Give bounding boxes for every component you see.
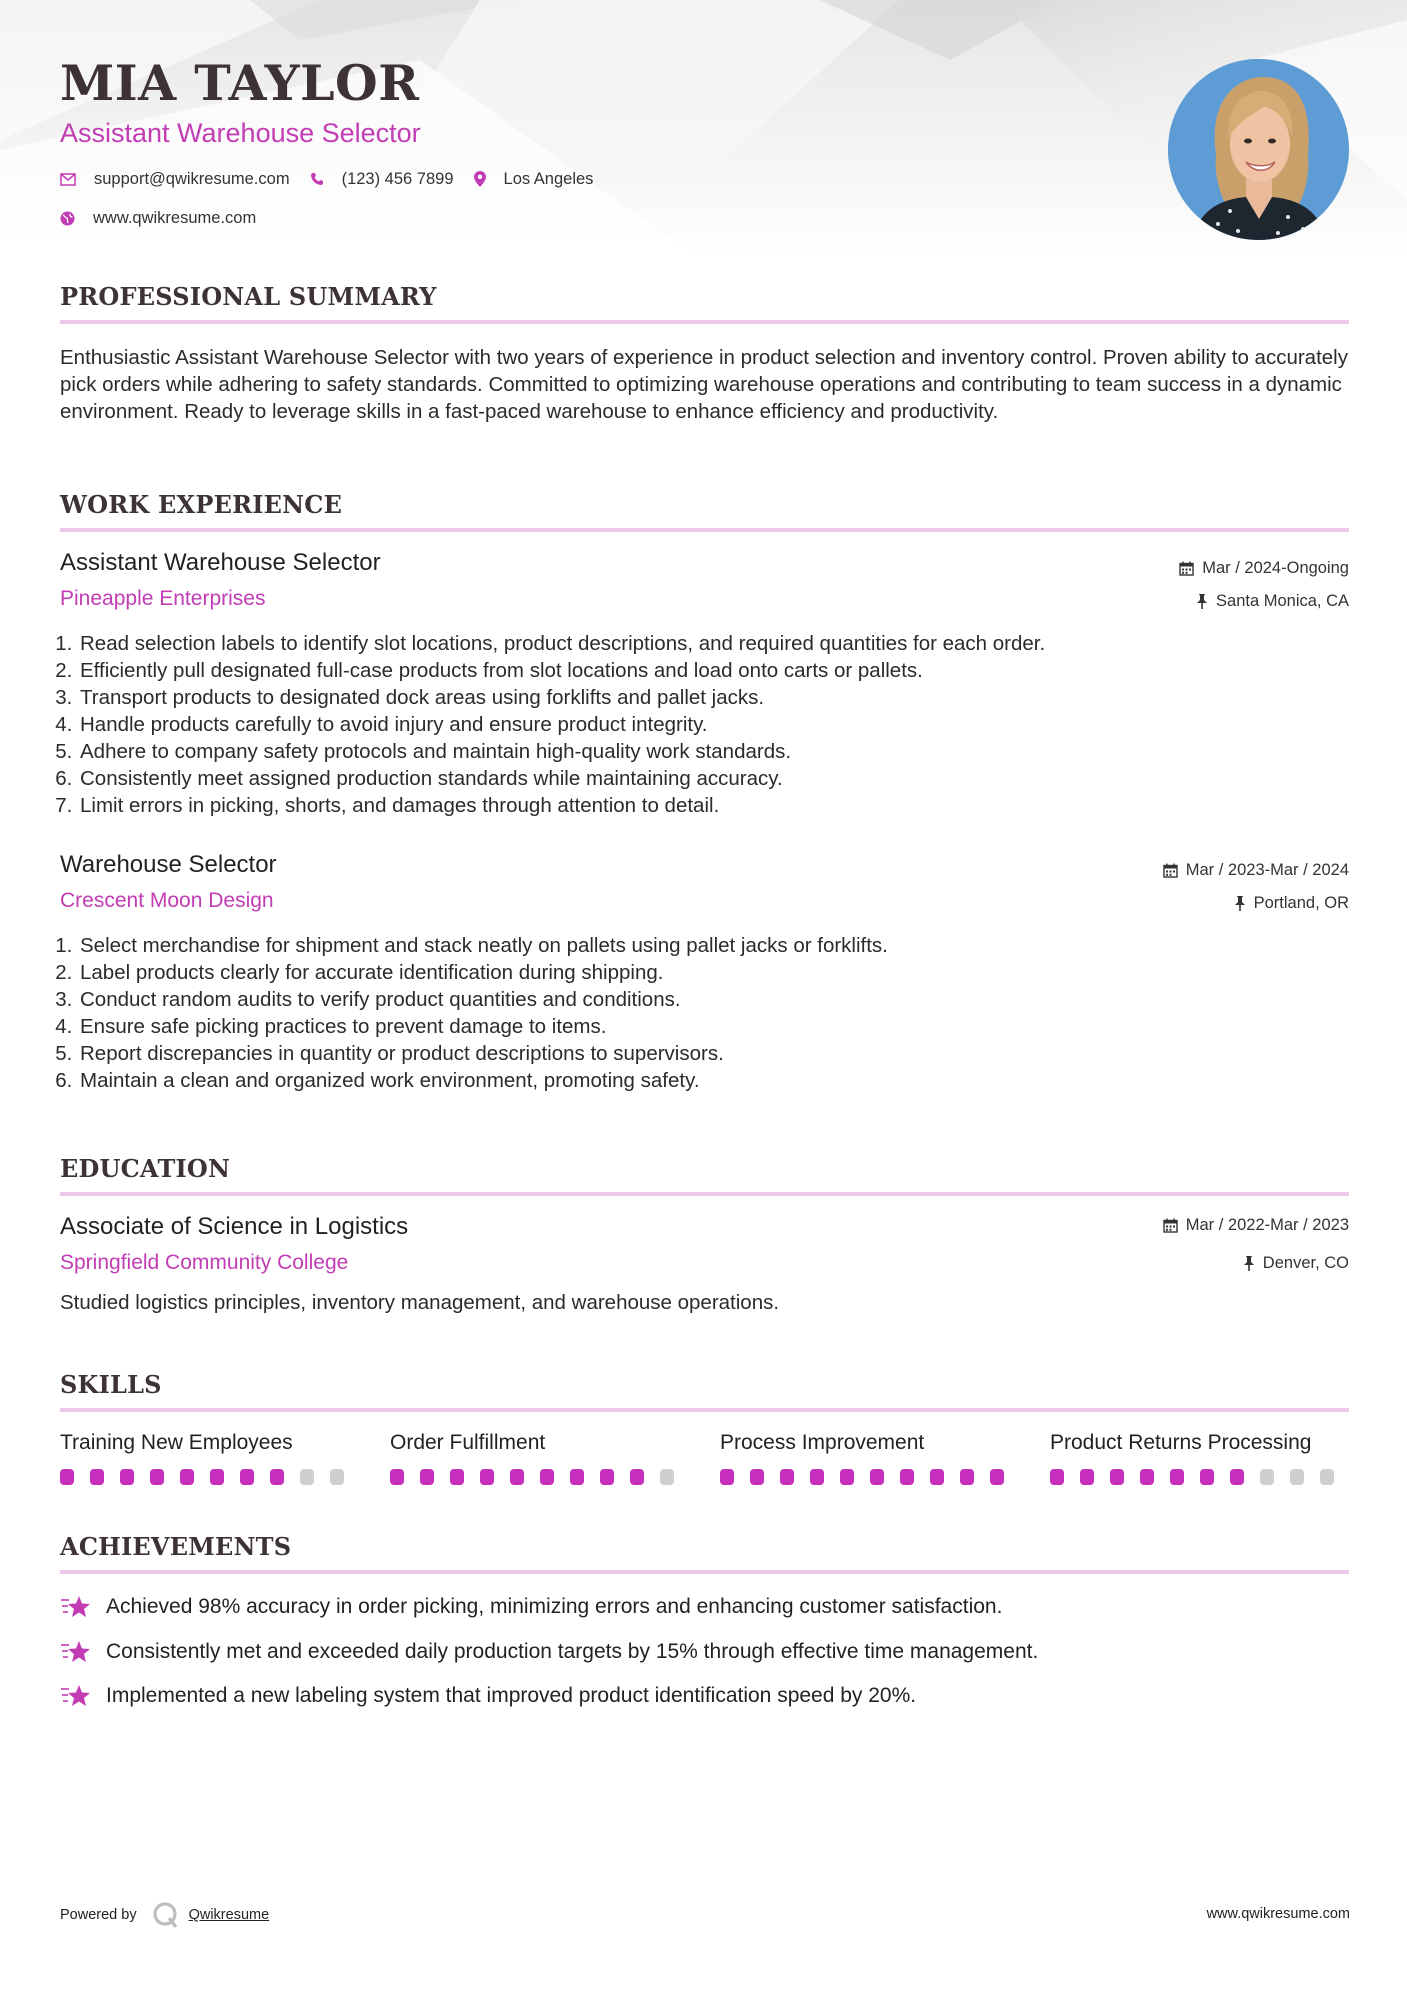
map-pin-icon (474, 171, 486, 187)
job-dates-text: Mar / 2023-Mar / 2024 (1185, 861, 1349, 879)
skill-item (390, 1430, 690, 1485)
job-duties-list (60, 932, 1348, 1094)
skill-dot-filled (180, 1469, 194, 1485)
phone-text: (123) 456 7899 (341, 169, 454, 188)
resume-header (60, 55, 613, 228)
list-item: 2. Efficiently pull designated full-case products from slot locations and load onto carts or pallets. (78, 657, 1348, 684)
skill-dot-filled (510, 1469, 524, 1485)
list-item: 4. Ensure safe picking practices to prevent damage to items. (78, 1013, 1348, 1040)
calendar-icon (1179, 561, 1194, 576)
contact-row (60, 170, 613, 189)
skill-dot-filled (1050, 1469, 1064, 1485)
star-icon (60, 1639, 92, 1665)
skill-dot-filled (1110, 1469, 1124, 1485)
list-item: 6. Consistently meet assigned production standards while maintaining accuracy. (78, 765, 1348, 792)
job-location (1234, 894, 1349, 913)
experience-divider (60, 528, 1349, 532)
footer-powered-by (60, 1900, 269, 1930)
list-item: 3. Transport products to designated dock areas using forklifts and pallet jacks. (78, 684, 1348, 711)
skill-item (1050, 1430, 1350, 1485)
star-icon (60, 1594, 92, 1620)
list-item: 5. Adhere to company safety protocols and maintain high-quality work standards. (78, 738, 1348, 765)
globe-icon (60, 211, 75, 226)
skill-rating (60, 1469, 360, 1485)
education-school: Springfield Community College (60, 1251, 349, 1274)
pushpin-icon (1196, 594, 1208, 609)
skill-dot-filled (630, 1469, 644, 1485)
profile-photo (1168, 59, 1349, 240)
skill-dot-filled (450, 1469, 464, 1485)
education-dates-text: Mar / 2022-Mar / 2023 (1185, 1216, 1349, 1234)
skill-dot-filled (1080, 1469, 1094, 1485)
job-role: Assistant Warehouse Selector (60, 549, 381, 576)
achievement-item (60, 1639, 1038, 1665)
skill-dot-filled (150, 1469, 164, 1485)
job-location-text: Portland, OR (1253, 894, 1349, 912)
skill-item (60, 1430, 360, 1485)
skill-dot-empty (660, 1469, 674, 1485)
skill-dot-filled (420, 1469, 434, 1485)
skill-dot-filled (1170, 1469, 1184, 1485)
skill-dot-filled (1200, 1469, 1214, 1485)
skill-dot-filled (570, 1469, 584, 1485)
email-text: support@qwikresume.com (94, 169, 290, 188)
skill-dot-filled (120, 1469, 134, 1485)
skill-dot-filled (240, 1469, 254, 1485)
skill-dot-filled (990, 1469, 1004, 1485)
summary-text: Enthusiastic Assistant Warehouse Selector with two years of experience in product selection and inventory control. Proven ability to accurately pick orders while adhering to safety standards. Committed to optimizing warehouse operations and contributing to team success in a dynamic environment. Ready to leverage skills in a fast-paced warehouse to enhance efficiency and productivity. (60, 346, 1348, 423)
skill-dot-empty (1290, 1469, 1304, 1485)
skill-dot-filled (390, 1469, 404, 1485)
education-location-text: Denver, CO (1262, 1254, 1349, 1272)
skill-rating (1050, 1469, 1350, 1485)
powered-by-label: Powered by (60, 1907, 137, 1923)
list-item: 1. Select merchandise for shipment and stack neatly on pallets using pallet jacks or forklifts. (78, 932, 1348, 959)
education-heading: EDUCATION (60, 1154, 231, 1183)
job-company: Pineapple Enterprises (60, 587, 266, 610)
list-item: 3. Conduct random audits to verify product quantities and conditions. (78, 986, 1348, 1013)
education-dates (1163, 1216, 1349, 1235)
star-icon (60, 1683, 92, 1709)
skill-dot-filled (600, 1469, 614, 1485)
website-text: www.qwikresume.com (93, 208, 257, 227)
skill-dot-filled (780, 1469, 794, 1485)
achievement-item (60, 1594, 1002, 1620)
envelope-icon (60, 173, 76, 186)
skill-dot-filled (60, 1469, 74, 1485)
contact-website[interactable] (60, 209, 256, 228)
brand-link[interactable]: Qwikresume (188, 1907, 270, 1923)
skill-dot-empty (1320, 1469, 1334, 1485)
skill-name: Order Fulfillment (390, 1431, 546, 1454)
contact-phone[interactable] (310, 170, 454, 189)
candidate-name: MIA TAYLOR (60, 54, 420, 112)
job-dates (1163, 861, 1349, 880)
list-item: 6. Maintain a clean and organized work environment, promoting safety. (78, 1067, 1348, 1094)
skills-heading: SKILLS (60, 1370, 162, 1399)
skills-grid (60, 1430, 1350, 1485)
skill-dot-filled (900, 1469, 914, 1485)
education-degree: Associate of Science in Logistics (60, 1213, 409, 1240)
education-location (1243, 1254, 1349, 1273)
achievement-item (60, 1683, 916, 1709)
skill-dot-filled (960, 1469, 974, 1485)
skill-dot-filled (1140, 1469, 1154, 1485)
footer-website[interactable]: www.qwikresume.com (1206, 1906, 1350, 1922)
skill-dot-filled (210, 1469, 224, 1485)
qwikresume-logo-icon (151, 1900, 181, 1930)
skill-rating (720, 1469, 1020, 1485)
skill-dot-filled (930, 1469, 944, 1485)
skill-rating (390, 1469, 690, 1485)
skill-dot-filled (1230, 1469, 1244, 1485)
contact-location (474, 170, 594, 189)
skill-dot-filled (540, 1469, 554, 1485)
skill-dot-empty (330, 1469, 344, 1485)
job-location-text: Santa Monica, CA (1216, 592, 1349, 610)
job-dates-text: Mar / 2024-Ongoing (1202, 559, 1349, 577)
calendar-icon (1163, 1218, 1178, 1233)
avatar-illustration (1168, 59, 1349, 240)
job-role: Warehouse Selector (60, 851, 277, 878)
skills-divider (60, 1408, 1349, 1412)
list-item: 4. Handle products carefully to avoid injury and ensure product integrity. (78, 711, 1348, 738)
skill-name: Training New Employees (60, 1431, 293, 1454)
achievements-divider (60, 1570, 1349, 1574)
skill-dot-filled (870, 1469, 884, 1485)
summary-heading: PROFESSIONAL SUMMARY (60, 282, 437, 311)
contact-email[interactable] (60, 170, 290, 189)
skill-dot-filled (750, 1469, 764, 1485)
candidate-title: Assistant Warehouse Selector (60, 118, 421, 149)
list-item: 5. Report discrepancies in quantity or product descriptions to supervisors. (78, 1040, 1348, 1067)
pushpin-icon (1243, 1256, 1255, 1271)
achievement-text: Achieved 98% accuracy in order picking, minimizing errors and enhancing customer satisfaction. (106, 1595, 1003, 1618)
location-text: Los Angeles (503, 169, 594, 188)
job-dates (1179, 559, 1349, 578)
skill-dot-filled (840, 1469, 854, 1485)
list-item: 2. Label products clearly for accurate identification during shipping. (78, 959, 1348, 986)
pushpin-icon (1234, 896, 1246, 911)
achievements-heading: ACHIEVEMENTS (60, 1532, 292, 1561)
skill-dot-filled (270, 1469, 284, 1485)
skill-dot-filled (90, 1469, 104, 1485)
job-duties-list (60, 630, 1348, 819)
skill-dot-filled (720, 1469, 734, 1485)
job-company: Crescent Moon Design (60, 889, 274, 912)
skill-dot-filled (810, 1469, 824, 1485)
education-divider (60, 1192, 1349, 1196)
job-location (1196, 592, 1349, 611)
skill-item (720, 1430, 1020, 1485)
education-description: Studied logistics principles, inventory management, and warehouse operations. (60, 1291, 780, 1314)
list-item: 1. Read selection labels to identify slot locations, product descriptions, and required quantities for each order. (78, 630, 1348, 657)
contact-row-2 (60, 209, 613, 228)
skill-name: Process Improvement (720, 1431, 925, 1454)
phone-icon (310, 172, 324, 186)
achievement-text: Consistently met and exceeded daily production targets by 15% through effective time management. (106, 1640, 1039, 1663)
achievement-text: Implemented a new labeling system that improved product identification speed by 20%. (106, 1684, 917, 1707)
summary-divider (60, 320, 1349, 324)
skill-dot-filled (480, 1469, 494, 1485)
experience-heading: WORK EXPERIENCE (60, 490, 343, 519)
skill-dot-empty (300, 1469, 314, 1485)
list-item: 7. Limit errors in picking, shorts, and damages through attention to detail. (78, 792, 1348, 819)
skill-name: Product Returns Processing (1050, 1431, 1312, 1454)
skill-dot-empty (1260, 1469, 1274, 1485)
calendar-icon (1163, 863, 1178, 878)
